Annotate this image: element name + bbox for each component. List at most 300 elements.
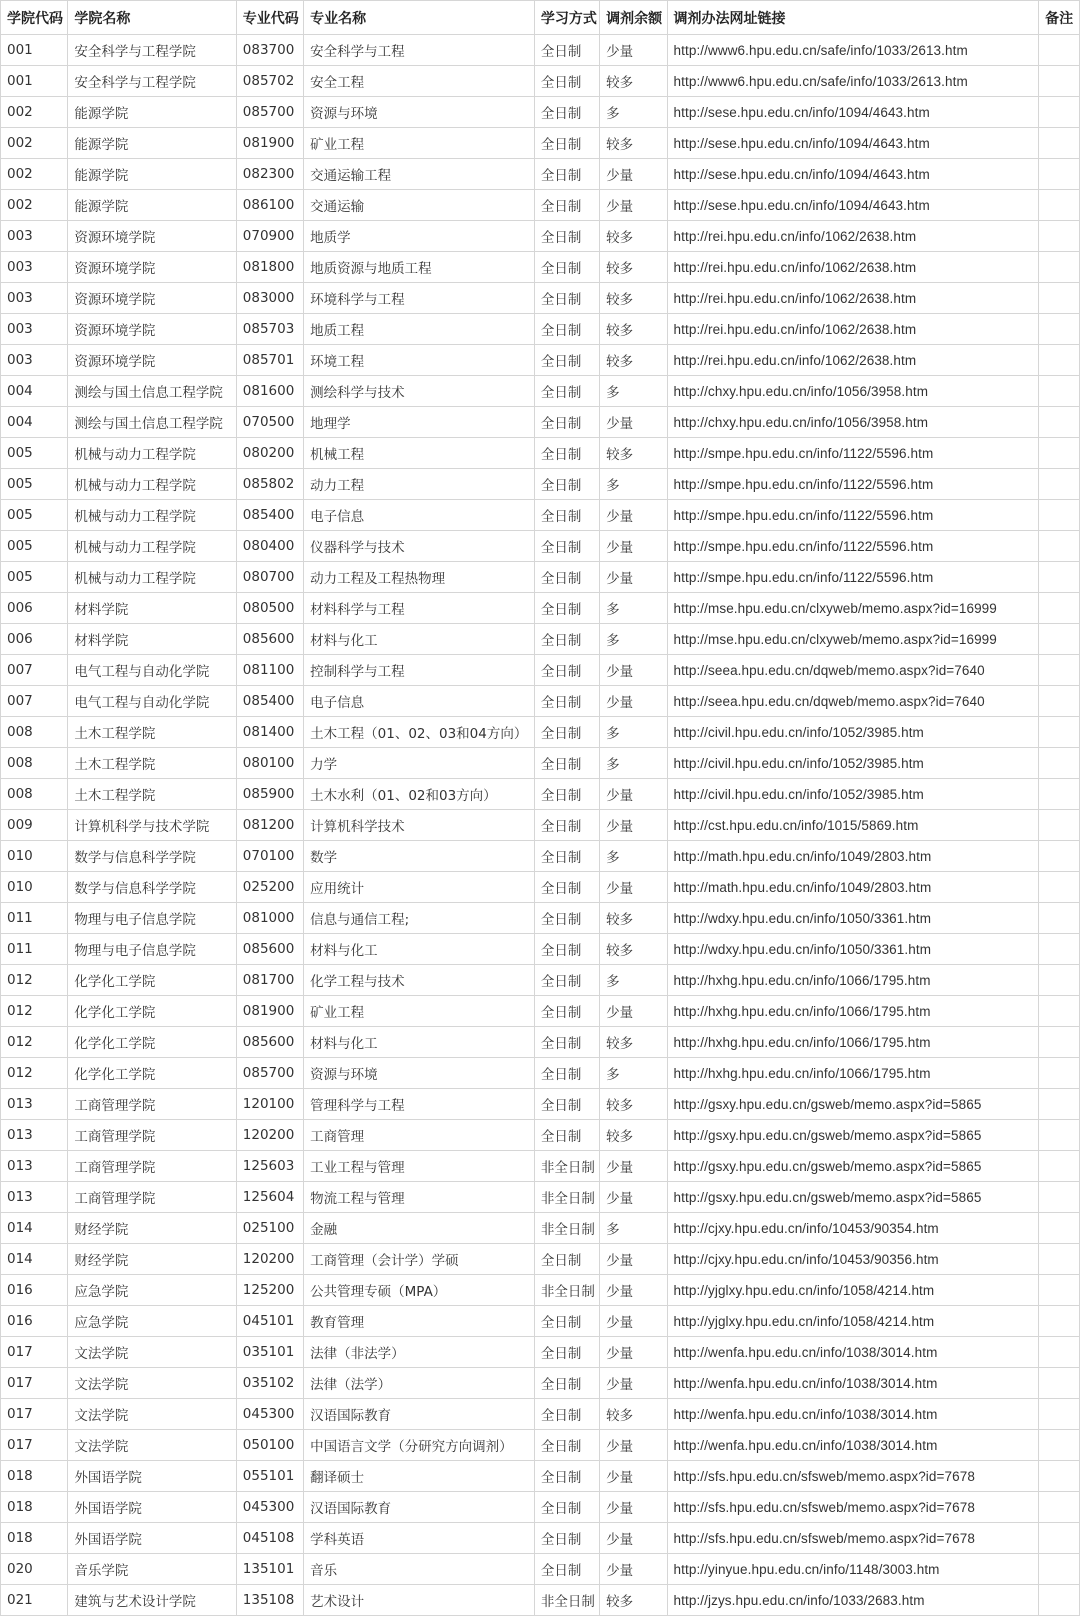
table-row [1,841,1080,872]
cell-quota: 多 [600,624,667,655]
cell-url-link[interactable]: http://math.hpu.edu.cn/info/1049/2803.htm [667,841,1039,872]
table-row [1,717,1080,748]
cell-note [1039,1306,1080,1337]
table-row [1,407,1080,438]
cell-quota: 较多 [600,128,667,159]
cell-major-name: 地质学 [304,221,535,252]
cell-quota: 较多 [600,1120,667,1151]
cell-note [1039,748,1080,779]
cell-college-code: 005 [1,469,68,500]
cell-major-code: 120200 [236,1120,303,1151]
cell-college-code: 005 [1,438,68,469]
table-row [1,221,1080,252]
cell-major-code: 035102 [236,1368,303,1399]
cell-college-name: 土木工程学院 [68,779,236,810]
table-row [1,1399,1080,1430]
cell-major-name: 管理科学与工程 [304,1089,535,1120]
cell-study-mode: 全日制 [534,1523,599,1554]
cell-url-link[interactable]: http://mse.hpu.edu.cn/clxyweb/memo.aspx?id=16999 [667,624,1039,655]
cell-note [1039,1244,1080,1275]
cell-major-name: 工商管理 [304,1120,535,1151]
cell-quota: 少量 [600,1523,667,1554]
cell-url-link[interactable]: http://chxy.hpu.edu.cn/info/1056/3958.htm [667,376,1039,407]
cell-major-code: 081200 [236,810,303,841]
cell-major-name: 资源与环境 [304,1058,535,1089]
cell-url-link[interactable]: http://rei.hpu.edu.cn/info/1062/2638.htm [667,221,1039,252]
cell-note [1039,500,1080,531]
cell-major-name: 金融 [304,1213,535,1244]
cell-study-mode: 全日制 [534,965,599,996]
header-college-code: 学院代码 [1,1,68,35]
table-row [1,1585,1080,1616]
cell-college-name: 计算机科学与技术学院 [68,810,236,841]
cell-note [1039,97,1080,128]
cell-major-code: 085400 [236,686,303,717]
cell-study-mode: 全日制 [534,128,599,159]
cell-note [1039,1182,1080,1213]
cell-study-mode: 全日制 [534,1430,599,1461]
cell-major-name: 矿业工程 [304,128,535,159]
cell-major-code: 081700 [236,965,303,996]
cell-major-name: 环境科学与工程 [304,283,535,314]
cell-study-mode: 全日制 [534,1461,599,1492]
cell-study-mode: 非全日制 [534,1275,599,1306]
cell-url-link[interactable]: http://sese.hpu.edu.cn/info/1094/4643.htm [667,159,1039,190]
cell-college-name: 外国语学院 [68,1461,236,1492]
cell-college-name: 机械与动力工程学院 [68,500,236,531]
cell-college-code: 017 [1,1430,68,1461]
cell-college-name: 化学化工学院 [68,1058,236,1089]
cell-note [1039,376,1080,407]
cell-major-name: 化学工程与技术 [304,965,535,996]
cell-study-mode: 全日制 [534,1368,599,1399]
cell-major-code: 125603 [236,1151,303,1182]
cell-url-link[interactable]: http://cst.hpu.edu.cn/info/1015/5869.htm [667,810,1039,841]
cell-url-link[interactable]: http://rei.hpu.edu.cn/info/1062/2638.htm [667,252,1039,283]
cell-quota: 较多 [600,283,667,314]
table-row [1,1492,1080,1523]
cell-url-link[interactable]: http://yjglxy.hpu.edu.cn/info/1058/4214.htm [667,1306,1039,1337]
cell-major-code: 135101 [236,1554,303,1585]
cell-quota: 少量 [600,1244,667,1275]
cell-url-link[interactable]: http://jzys.hpu.edu.cn/info/1033/2683.htm [667,1585,1039,1616]
table-row [1,531,1080,562]
cell-url-link[interactable]: http://sfs.hpu.edu.cn/sfsweb/memo.aspx?id=7678 [667,1461,1039,1492]
cell-college-name: 土木工程学院 [68,748,236,779]
cell-note [1039,1430,1080,1461]
cell-major-code: 050100 [236,1430,303,1461]
cell-major-name: 矿业工程 [304,996,535,1027]
cell-major-name: 工业工程与管理 [304,1151,535,1182]
cell-note [1039,252,1080,283]
cell-major-code: 085700 [236,97,303,128]
cell-study-mode: 全日制 [534,624,599,655]
cell-note [1039,35,1080,66]
cell-url-link[interactable]: http://wenfa.hpu.edu.cn/info/1038/3014.htm [667,1430,1039,1461]
cell-study-mode: 全日制 [534,66,599,97]
cell-study-mode: 全日制 [534,283,599,314]
cell-college-code: 004 [1,407,68,438]
cell-college-code: 018 [1,1492,68,1523]
cell-study-mode: 非全日制 [534,1151,599,1182]
cell-major-name: 材料科学与工程 [304,593,535,624]
cell-url-link[interactable]: http://hxhg.hpu.edu.cn/info/1066/1795.htm [667,996,1039,1027]
cell-college-code: 008 [1,748,68,779]
cell-quota: 少量 [600,190,667,221]
cell-quota: 少量 [600,779,667,810]
cell-url-link[interactable]: http://wenfa.hpu.edu.cn/info/1038/3014.htm [667,1368,1039,1399]
cell-college-name: 测绘与国土信息工程学院 [68,376,236,407]
cell-major-code: 085600 [236,624,303,655]
cell-study-mode: 全日制 [534,1089,599,1120]
cell-study-mode: 全日制 [534,655,599,686]
cell-study-mode: 全日制 [534,500,599,531]
cell-note [1039,314,1080,345]
header-quota: 调剂余额 [600,1,667,35]
cell-url-link[interactable]: http://sfs.hpu.edu.cn/sfsweb/memo.aspx?id=7678 [667,1492,1039,1523]
cell-major-name: 地质工程 [304,314,535,345]
cell-major-code: 120200 [236,1244,303,1275]
cell-college-code: 002 [1,190,68,221]
cell-quota: 较多 [600,1027,667,1058]
cell-note [1039,407,1080,438]
cell-college-name: 物理与电子信息学院 [68,903,236,934]
cell-note [1039,624,1080,655]
cell-url-link[interactable]: http://gsxy.hpu.edu.cn/gsweb/memo.aspx?id=5865 [667,1120,1039,1151]
cell-major-name: 工商管理（会计学）学硕 [304,1244,535,1275]
cell-url-link[interactable]: http://hxhg.hpu.edu.cn/info/1066/1795.htm [667,965,1039,996]
cell-college-name: 文法学院 [68,1337,236,1368]
cell-college-code: 003 [1,221,68,252]
cell-college-code: 003 [1,252,68,283]
cell-url-link[interactable]: http://smpe.hpu.edu.cn/info/1122/5596.htm [667,438,1039,469]
table-row [1,1182,1080,1213]
cell-college-name: 资源环境学院 [68,345,236,376]
cell-college-name: 物理与电子信息学院 [68,934,236,965]
cell-quota: 少量 [600,686,667,717]
cell-quota: 少量 [600,996,667,1027]
table-row [1,1523,1080,1554]
cell-major-name: 机械工程 [304,438,535,469]
cell-major-name: 环境工程 [304,345,535,376]
cell-quota: 少量 [600,1337,667,1368]
cell-note [1039,1027,1080,1058]
cell-study-mode: 全日制 [534,1306,599,1337]
cell-url-link[interactable]: http://wenfa.hpu.edu.cn/info/1038/3014.htm [667,1337,1039,1368]
cell-study-mode: 全日制 [534,996,599,1027]
table-row [1,1244,1080,1275]
cell-url-link[interactable]: http://rei.hpu.edu.cn/info/1062/2638.htm [667,283,1039,314]
cell-college-code: 018 [1,1461,68,1492]
cell-url-link[interactable]: http://rei.hpu.edu.cn/info/1062/2638.htm [667,314,1039,345]
cell-note [1039,283,1080,314]
cell-quota: 少量 [600,1151,667,1182]
cell-major-name: 动力工程 [304,469,535,500]
cell-url-link[interactable]: http://wenfa.hpu.edu.cn/info/1038/3014.htm [667,1399,1039,1430]
cell-major-code: 081900 [236,128,303,159]
cell-major-name: 交通运输工程 [304,159,535,190]
cell-note [1039,965,1080,996]
cell-note [1039,1399,1080,1430]
cell-major-name: 计算机科学技术 [304,810,535,841]
cell-college-code: 009 [1,810,68,841]
cell-note [1039,1213,1080,1244]
table-row [1,1089,1080,1120]
cell-college-name: 土木工程学院 [68,717,236,748]
cell-major-name: 土木工程（01、02、03和04方向） [304,717,535,748]
cell-college-name: 建筑与艺术设计学院 [68,1585,236,1616]
cell-major-name: 材料与化工 [304,934,535,965]
cell-url-link[interactable]: http://smpe.hpu.edu.cn/info/1122/5596.htm [667,500,1039,531]
cell-college-name: 测绘与国土信息工程学院 [68,407,236,438]
cell-note [1039,779,1080,810]
cell-quota: 少量 [600,1368,667,1399]
cell-major-code: 045300 [236,1399,303,1430]
cell-college-name: 应急学院 [68,1306,236,1337]
table-row [1,469,1080,500]
cell-major-name: 信息与通信工程; [304,903,535,934]
cell-quota: 较多 [600,221,667,252]
cell-college-code: 003 [1,314,68,345]
table-row [1,314,1080,345]
cell-major-name: 材料与化工 [304,1027,535,1058]
cell-major-name: 安全科学与工程 [304,35,535,66]
table-row [1,1058,1080,1089]
table-row [1,934,1080,965]
cell-study-mode: 全日制 [534,376,599,407]
cell-url-link[interactable]: http://sese.hpu.edu.cn/info/1094/4643.htm [667,97,1039,128]
cell-url-link[interactable]: http://sfs.hpu.edu.cn/sfsweb/memo.aspx?id=7678 [667,1523,1039,1554]
cell-url-link[interactable]: http://civil.hpu.edu.cn/info/1052/3985.htm [667,748,1039,779]
cell-major-code: 085600 [236,1027,303,1058]
cell-note [1039,1058,1080,1089]
cell-note [1039,1461,1080,1492]
table-row [1,500,1080,531]
table-row [1,1213,1080,1244]
cell-study-mode: 全日制 [534,1554,599,1585]
table-row [1,1306,1080,1337]
cell-url-link[interactable]: http://rei.hpu.edu.cn/info/1062/2638.htm [667,345,1039,376]
table-row [1,376,1080,407]
cell-url-link[interactable]: http://mse.hpu.edu.cn/clxyweb/memo.aspx?id=16999 [667,593,1039,624]
cell-quota: 较多 [600,903,667,934]
cell-url-link[interactable]: http://cjxy.hpu.edu.cn/info/10453/90354.htm [667,1213,1039,1244]
cell-study-mode: 全日制 [534,1058,599,1089]
cell-quota: 少量 [600,872,667,903]
cell-study-mode: 全日制 [534,1120,599,1151]
cell-major-code: 080700 [236,562,303,593]
cell-study-mode: 全日制 [534,345,599,376]
cell-college-code: 020 [1,1554,68,1585]
cell-major-code: 085600 [236,934,303,965]
cell-quota: 多 [600,376,667,407]
cell-major-code: 083700 [236,35,303,66]
cell-quota: 多 [600,841,667,872]
cell-major-code: 045300 [236,1492,303,1523]
cell-college-name: 化学化工学院 [68,1027,236,1058]
cell-url-link[interactable]: http://yinyue.hpu.edu.cn/info/1148/3003.htm [667,1554,1039,1585]
cell-note [1039,531,1080,562]
cell-college-code: 014 [1,1213,68,1244]
cell-college-name: 材料学院 [68,624,236,655]
header-note: 备注 [1039,1,1080,35]
cell-college-code: 003 [1,283,68,314]
cell-study-mode: 全日制 [534,903,599,934]
cell-major-code: 082300 [236,159,303,190]
cell-url-link[interactable]: http://seea.hpu.edu.cn/dqweb/memo.aspx?id=7640 [667,686,1039,717]
cell-college-name: 工商管理学院 [68,1120,236,1151]
cell-quota: 少量 [600,500,667,531]
table-row [1,748,1080,779]
cell-college-name: 财经学院 [68,1213,236,1244]
cell-college-code: 014 [1,1244,68,1275]
cell-url-link[interactable]: http://gsxy.hpu.edu.cn/gsweb/memo.aspx?id=5865 [667,1151,1039,1182]
cell-college-code: 012 [1,1027,68,1058]
cell-quota: 较多 [600,314,667,345]
cell-url-link[interactable]: http://cjxy.hpu.edu.cn/info/10453/90356.htm [667,1244,1039,1275]
cell-college-name: 数学与信息科学学院 [68,872,236,903]
cell-url-link[interactable]: http://seea.hpu.edu.cn/dqweb/memo.aspx?id=7640 [667,655,1039,686]
table-row [1,438,1080,469]
cell-url-link[interactable]: http://civil.hpu.edu.cn/info/1052/3985.htm [667,779,1039,810]
cell-quota: 少量 [600,1275,667,1306]
cell-note [1039,872,1080,903]
cell-url-link[interactable]: http://www6.hpu.edu.cn/safe/info/1033/2613.htm [667,35,1039,66]
cell-major-name: 法律（法学） [304,1368,535,1399]
cell-url-link[interactable]: http://sese.hpu.edu.cn/info/1094/4643.htm [667,128,1039,159]
cell-major-name: 材料与化工 [304,624,535,655]
cell-major-name: 学科英语 [304,1523,535,1554]
cell-note [1039,810,1080,841]
cell-college-name: 化学化工学院 [68,996,236,1027]
cell-url-link[interactable]: http://smpe.hpu.edu.cn/info/1122/5596.htm [667,469,1039,500]
cell-college-name: 能源学院 [68,97,236,128]
cell-major-code: 085802 [236,469,303,500]
cell-quota: 少量 [600,159,667,190]
cell-major-code: 085702 [236,66,303,97]
cell-major-name: 物流工程与管理 [304,1182,535,1213]
cell-url-link[interactable]: http://wdxy.hpu.edu.cn/info/1050/3361.htm [667,934,1039,965]
cell-url-link[interactable]: http://math.hpu.edu.cn/info/1049/2803.htm [667,872,1039,903]
cell-college-name: 电气工程与自动化学院 [68,686,236,717]
cell-college-code: 011 [1,903,68,934]
cell-url-link[interactable]: http://www6.hpu.edu.cn/safe/info/1033/2613.htm [667,66,1039,97]
cell-college-name: 文法学院 [68,1399,236,1430]
cell-major-code: 070500 [236,407,303,438]
table-row [1,159,1080,190]
cell-url-link[interactable]: http://smpe.hpu.edu.cn/info/1122/5596.htm [667,562,1039,593]
cell-major-code: 085900 [236,779,303,810]
header-row [1,1,1080,35]
table-row [1,872,1080,903]
cell-college-code: 017 [1,1368,68,1399]
cell-url-link[interactable]: http://hxhg.hpu.edu.cn/info/1066/1795.htm [667,1058,1039,1089]
cell-college-name: 资源环境学院 [68,314,236,345]
table-row [1,1151,1080,1182]
cell-note [1039,1089,1080,1120]
cell-college-name: 机械与动力工程学院 [68,531,236,562]
cell-major-code: 083000 [236,283,303,314]
cell-note [1039,469,1080,500]
cell-url-link[interactable]: http://gsxy.hpu.edu.cn/gsweb/memo.aspx?id=5865 [667,1089,1039,1120]
cell-major-code: 081100 [236,655,303,686]
cell-college-name: 能源学院 [68,128,236,159]
cell-college-name: 工商管理学院 [68,1151,236,1182]
cell-note [1039,1492,1080,1523]
cell-quota: 少量 [600,1430,667,1461]
cell-major-code: 045108 [236,1523,303,1554]
cell-url-link[interactable]: http://civil.hpu.edu.cn/info/1052/3985.htm [667,717,1039,748]
cell-college-code: 013 [1,1151,68,1182]
cell-study-mode: 全日制 [534,841,599,872]
cell-college-name: 能源学院 [68,159,236,190]
cell-major-code: 025200 [236,872,303,903]
cell-major-name: 动力工程及工程热物理 [304,562,535,593]
cell-major-name: 电子信息 [304,686,535,717]
cell-major-code: 045101 [236,1306,303,1337]
cell-study-mode: 全日制 [534,872,599,903]
cell-major-name: 地质资源与地质工程 [304,252,535,283]
cell-quota: 多 [600,717,667,748]
cell-major-name: 法律（非法学） [304,1337,535,1368]
cell-quota: 多 [600,1213,667,1244]
cell-college-name: 工商管理学院 [68,1182,236,1213]
cell-note [1039,841,1080,872]
cell-note [1039,717,1080,748]
cell-study-mode: 全日制 [534,562,599,593]
cell-url-link[interactable]: http://sese.hpu.edu.cn/info/1094/4643.htm [667,190,1039,221]
cell-quota: 多 [600,748,667,779]
cell-study-mode: 全日制 [534,686,599,717]
cell-major-code: 080100 [236,748,303,779]
cell-college-name: 财经学院 [68,1244,236,1275]
cell-quota: 较多 [600,934,667,965]
cell-note [1039,190,1080,221]
cell-quota: 较多 [600,66,667,97]
cell-study-mode: 全日制 [534,1492,599,1523]
cell-quota: 少量 [600,1492,667,1523]
cell-college-name: 资源环境学院 [68,252,236,283]
cell-major-name: 电子信息 [304,500,535,531]
table-row [1,128,1080,159]
cell-quota: 少量 [600,35,667,66]
cell-url-link[interactable]: http://smpe.hpu.edu.cn/info/1122/5596.htm [667,531,1039,562]
cell-college-code: 001 [1,66,68,97]
cell-major-name: 力学 [304,748,535,779]
cell-url-link[interactable]: http://chxy.hpu.edu.cn/info/1056/3958.htm [667,407,1039,438]
cell-major-code: 070900 [236,221,303,252]
cell-major-name: 测绘科学与技术 [304,376,535,407]
cell-quota: 较多 [600,1089,667,1120]
cell-major-name: 教育管理 [304,1306,535,1337]
cell-study-mode: 全日制 [534,438,599,469]
table-row [1,996,1080,1027]
cell-major-name: 中国语言文学（分研究方向调剂） [304,1430,535,1461]
cell-url-link[interactable]: http://gsxy.hpu.edu.cn/gsweb/memo.aspx?id=5865 [667,1182,1039,1213]
cell-major-code: 086100 [236,190,303,221]
cell-note [1039,221,1080,252]
cell-major-name: 交通运输 [304,190,535,221]
cell-url-link[interactable]: http://hxhg.hpu.edu.cn/info/1066/1795.htm [667,1027,1039,1058]
cell-url-link[interactable]: http://yjglxy.hpu.edu.cn/info/1058/4214.htm [667,1275,1039,1306]
cell-quota: 多 [600,965,667,996]
cell-study-mode: 非全日制 [534,1213,599,1244]
table-row [1,1275,1080,1306]
cell-college-code: 007 [1,686,68,717]
cell-college-name: 资源环境学院 [68,283,236,314]
cell-note [1039,1368,1080,1399]
cell-url-link[interactable]: http://wdxy.hpu.edu.cn/info/1050/3361.htm [667,903,1039,934]
